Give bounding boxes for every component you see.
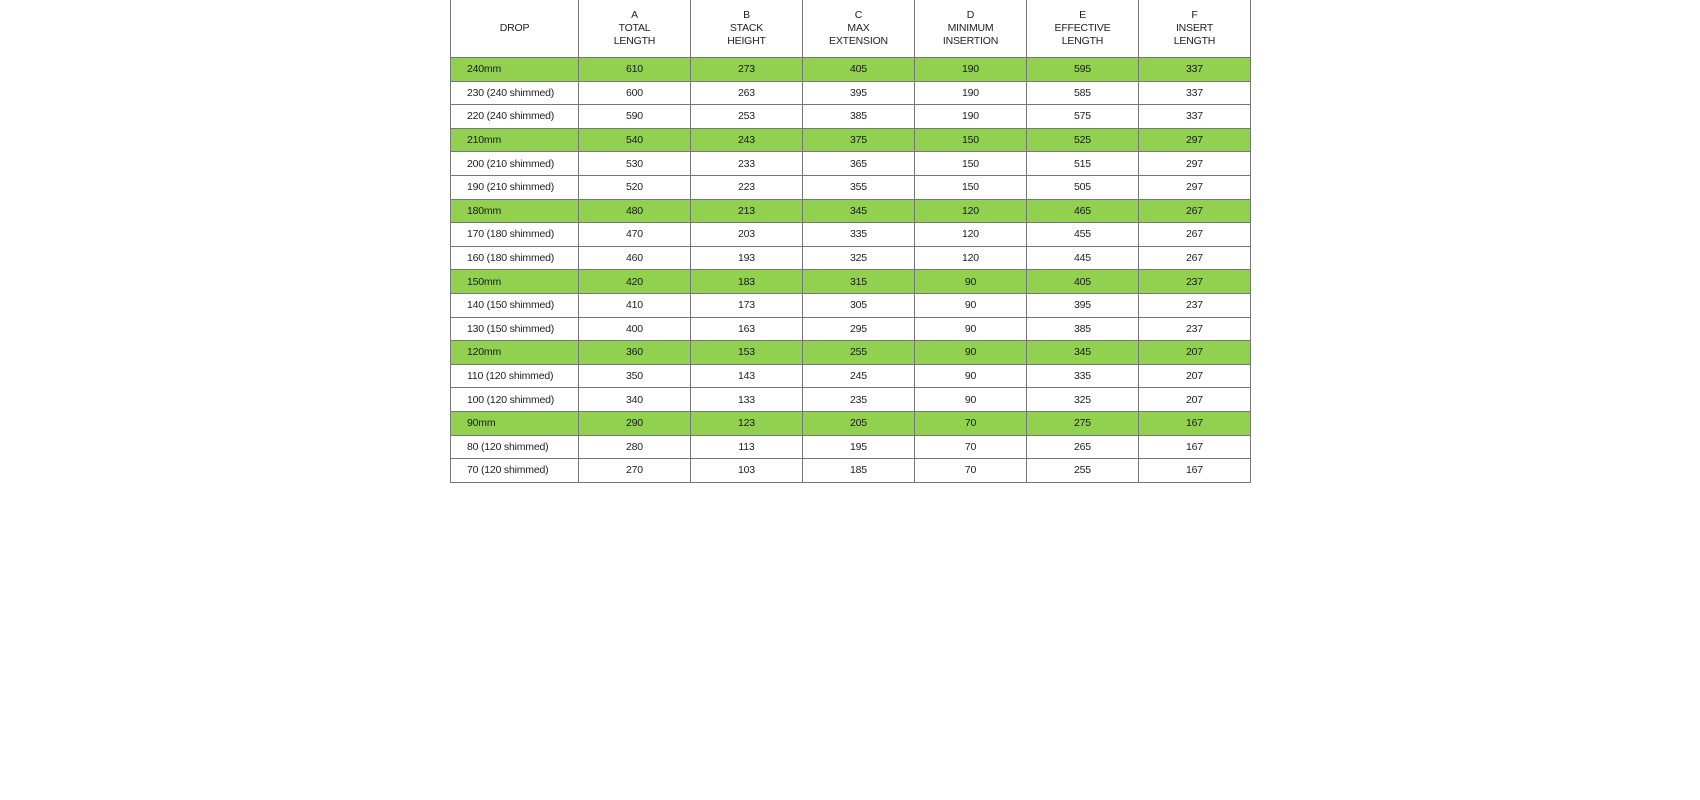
header-insert-length [1139,0,1251,58]
total-length-cell: 590 [579,105,691,129]
drop-cell: 200 (210 shimmed) [451,152,579,176]
table-row-shimmed [451,152,1251,176]
drop-cell: 120mm [451,341,579,365]
stack-height-cell: 253 [691,105,803,129]
header-line: TOTAL [618,22,651,34]
stack-height-cell: 113 [691,435,803,459]
max-extension-cell: 375 [803,128,915,152]
table-row-shimmed [451,459,1251,483]
header-line: F [1191,9,1198,21]
max-extension-cell: 405 [803,58,915,82]
header-line: LENGTH [1173,35,1216,47]
table-row-main-size [451,199,1251,223]
max-extension-cell: 255 [803,341,915,365]
effective-length-cell: 505 [1027,175,1139,199]
insert-length-cell: 207 [1139,364,1251,388]
table-row-main-size [451,270,1251,294]
table-row-shimmed [451,175,1251,199]
header-row [451,0,1251,58]
table-row-shimmed [451,223,1251,247]
header-line: EXTENSION [829,35,888,47]
table-row-shimmed [451,317,1251,341]
minimum-insertion-cell: 90 [915,293,1027,317]
table-row-shimmed [451,105,1251,129]
stack-height-cell: 203 [691,223,803,247]
total-length-cell: 340 [579,388,691,412]
table-row-main-size [451,128,1251,152]
minimum-insertion-cell: 150 [915,152,1027,176]
drop-cell: 220 (240 shimmed) [451,105,579,129]
total-length-cell: 420 [579,270,691,294]
minimum-insertion-cell: 90 [915,317,1027,341]
minimum-insertion-cell: 190 [915,81,1027,105]
drop-cell: 140 (150 shimmed) [451,293,579,317]
effective-length-cell: 455 [1027,223,1139,247]
minimum-insertion-cell: 90 [915,341,1027,365]
stack-height-cell: 143 [691,364,803,388]
insert-length-cell: 337 [1139,105,1251,129]
insert-length-cell: 267 [1139,223,1251,247]
header-effective-length [1027,0,1139,58]
insert-length-cell: 297 [1139,128,1251,152]
header-line: C [854,9,863,21]
header-line: LENGTH [613,35,656,47]
minimum-insertion-cell: 190 [915,58,1027,82]
insert-length-cell: 237 [1139,293,1251,317]
total-length-cell: 410 [579,293,691,317]
stack-height-cell: 243 [691,128,803,152]
total-length-cell: 360 [579,341,691,365]
total-length-cell: 540 [579,128,691,152]
drop-cell: 210mm [451,128,579,152]
effective-length-cell: 255 [1027,459,1139,483]
total-length-cell: 610 [579,58,691,82]
stack-height-cell: 153 [691,341,803,365]
effective-length-cell: 575 [1027,105,1139,129]
minimum-insertion-cell: 120 [915,199,1027,223]
minimum-insertion-cell: 70 [915,435,1027,459]
drop-cell: 230 (240 shimmed) [451,81,579,105]
effective-length-cell: 275 [1027,411,1139,435]
header-line: STACK [729,22,764,34]
header-minimum-insertion [915,0,1027,58]
max-extension-cell: 325 [803,246,915,270]
total-length-cell: 520 [579,175,691,199]
total-length-cell: 530 [579,152,691,176]
total-length-cell: 480 [579,199,691,223]
insert-length-cell: 207 [1139,388,1251,412]
insert-length-cell: 297 [1139,175,1251,199]
effective-length-cell: 385 [1027,317,1139,341]
insert-length-cell: 267 [1139,246,1251,270]
header-line: INSERTION [942,35,999,47]
header-line: DROP [499,22,530,34]
effective-length-cell: 395 [1027,293,1139,317]
effective-length-cell: 445 [1027,246,1139,270]
insert-length-cell: 207 [1139,341,1251,365]
minimum-insertion-cell: 70 [915,411,1027,435]
total-length-cell: 600 [579,81,691,105]
total-length-cell: 460 [579,246,691,270]
table-row-shimmed [451,293,1251,317]
table-row-shimmed [451,364,1251,388]
header-drop [451,0,579,58]
stack-height-cell: 133 [691,388,803,412]
max-extension-cell: 245 [803,364,915,388]
stack-height-cell: 233 [691,152,803,176]
minimum-insertion-cell: 90 [915,388,1027,412]
drop-cell: 160 (180 shimmed) [451,246,579,270]
effective-length-cell: 405 [1027,270,1139,294]
minimum-insertion-cell: 190 [915,105,1027,129]
effective-length-cell: 595 [1027,58,1139,82]
total-length-cell: 350 [579,364,691,388]
header-line: INSERT [1175,22,1214,34]
table-body [451,58,1251,483]
table-row-main-size [451,411,1251,435]
effective-length-cell: 335 [1027,364,1139,388]
dropper-post-spec-table [450,0,1251,483]
header-line: D [966,9,975,21]
stack-height-cell: 123 [691,411,803,435]
header-line: E [1079,9,1086,21]
header-line: MAX [847,22,870,34]
effective-length-cell: 525 [1027,128,1139,152]
effective-length-cell: 265 [1027,435,1139,459]
header-line: LENGTH [1061,35,1104,47]
table-row-shimmed [451,81,1251,105]
table-row-main-size [451,58,1251,82]
drop-cell: 190 (210 shimmed) [451,175,579,199]
insert-length-cell: 297 [1139,152,1251,176]
max-extension-cell: 355 [803,175,915,199]
max-extension-cell: 235 [803,388,915,412]
minimum-insertion-cell: 70 [915,459,1027,483]
header-max-extension [803,0,915,58]
insert-length-cell: 167 [1139,459,1251,483]
max-extension-cell: 185 [803,459,915,483]
max-extension-cell: 335 [803,223,915,247]
drop-cell: 170 (180 shimmed) [451,223,579,247]
total-length-cell: 280 [579,435,691,459]
drop-cell: 180mm [451,199,579,223]
drop-cell: 110 (120 shimmed) [451,364,579,388]
minimum-insertion-cell: 120 [915,246,1027,270]
max-extension-cell: 395 [803,81,915,105]
minimum-insertion-cell: 120 [915,223,1027,247]
table-row-main-size [451,341,1251,365]
max-extension-cell: 305 [803,293,915,317]
insert-length-cell: 337 [1139,81,1251,105]
total-length-cell: 400 [579,317,691,341]
max-extension-cell: 385 [803,105,915,129]
stack-height-cell: 263 [691,81,803,105]
drop-cell: 100 (120 shimmed) [451,388,579,412]
drop-cell: 70 (120 shimmed) [451,459,579,483]
insert-length-cell: 237 [1139,270,1251,294]
max-extension-cell: 365 [803,152,915,176]
stack-height-cell: 103 [691,459,803,483]
max-extension-cell: 205 [803,411,915,435]
stack-height-cell: 163 [691,317,803,341]
max-extension-cell: 195 [803,435,915,459]
max-extension-cell: 315 [803,270,915,294]
effective-length-cell: 345 [1027,341,1139,365]
stack-height-cell: 223 [691,175,803,199]
table-row-shimmed [451,246,1251,270]
insert-length-cell: 167 [1139,411,1251,435]
header-line: EFFECTIVE [1054,22,1111,34]
drop-cell: 80 (120 shimmed) [451,435,579,459]
total-length-cell: 270 [579,459,691,483]
effective-length-cell: 465 [1027,199,1139,223]
table-row-shimmed [451,435,1251,459]
header-line: A [631,9,638,21]
header-stack-height [691,0,803,58]
stack-height-cell: 273 [691,58,803,82]
minimum-insertion-cell: 150 [915,128,1027,152]
stack-height-cell: 173 [691,293,803,317]
header-line: HEIGHT [727,35,766,47]
insert-length-cell: 337 [1139,58,1251,82]
header-total-length [579,0,691,58]
header-line: MINIMUM [947,22,994,34]
effective-length-cell: 325 [1027,388,1139,412]
max-extension-cell: 345 [803,199,915,223]
effective-length-cell: 515 [1027,152,1139,176]
stack-height-cell: 183 [691,270,803,294]
drop-cell: 90mm [451,411,579,435]
max-extension-cell: 295 [803,317,915,341]
insert-length-cell: 267 [1139,199,1251,223]
insert-length-cell: 167 [1139,435,1251,459]
drop-cell: 150mm [451,270,579,294]
table-row-shimmed [451,388,1251,412]
minimum-insertion-cell: 90 [915,270,1027,294]
drop-cell: 130 (150 shimmed) [451,317,579,341]
total-length-cell: 470 [579,223,691,247]
stack-height-cell: 213 [691,199,803,223]
stack-height-cell: 193 [691,246,803,270]
effective-length-cell: 585 [1027,81,1139,105]
total-length-cell: 290 [579,411,691,435]
minimum-insertion-cell: 150 [915,175,1027,199]
insert-length-cell: 237 [1139,317,1251,341]
header-line: B [743,9,750,21]
drop-cell: 240mm [451,58,579,82]
minimum-insertion-cell: 90 [915,364,1027,388]
